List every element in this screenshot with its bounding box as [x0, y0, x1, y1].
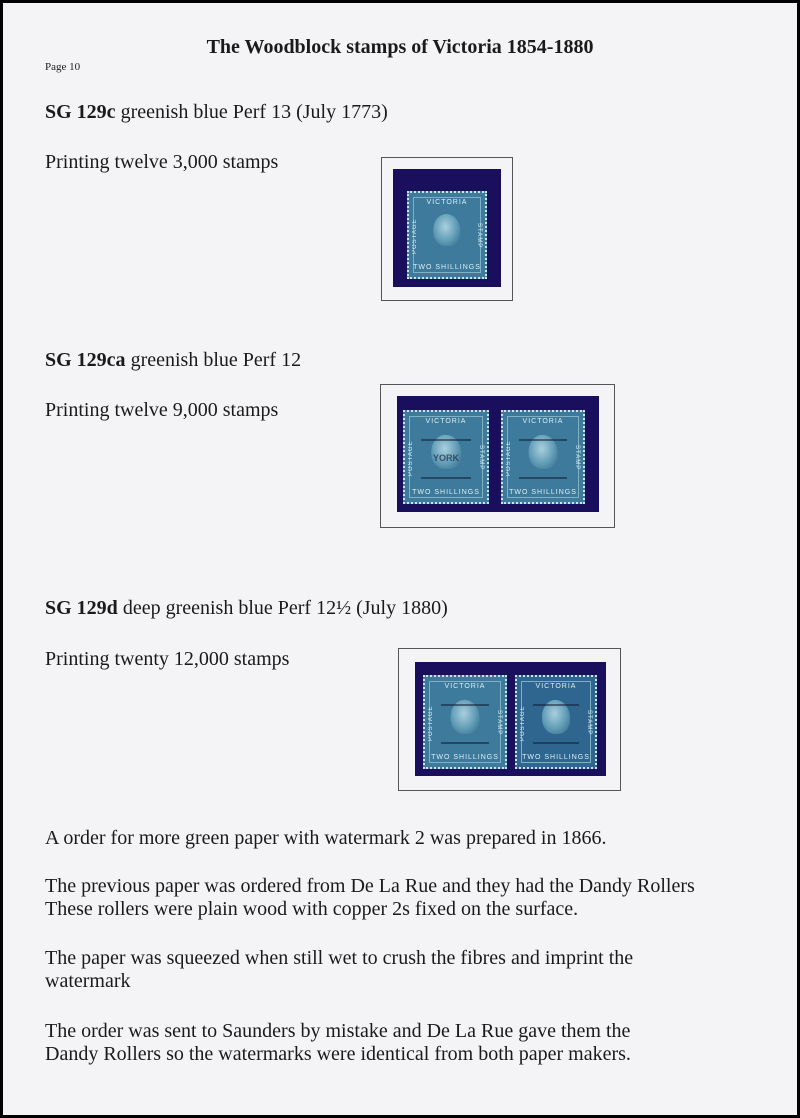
postmark-cancel: [533, 704, 580, 744]
stamp-top-label: VICTORIA: [444, 683, 486, 690]
stamp-right-label: STAMP: [476, 223, 482, 249]
stamp-bottom-label: TWO SHILLINGS: [431, 754, 499, 761]
sg-number: SG 129d: [45, 597, 118, 619]
stamp-top-label: VICTORIA: [426, 199, 468, 206]
printing-info-129d: Printing twenty 12,000 stamps: [45, 648, 290, 670]
postmark-text: YORK: [432, 452, 459, 463]
paragraph-previous-paper-line1: The previous paper was ordered from De La Rue and they had the Dandy Rollers: [45, 875, 695, 897]
paragraph-previous-paper-line2: These rollers were plain wood with copper 2s fixed on the surface.: [45, 898, 579, 920]
section-heading-129d: [45, 597, 448, 620]
postmark-cancel: [519, 439, 567, 479]
stamp-left-label: POSTAGE: [428, 705, 434, 741]
page-title: The Woodblock stamps of Victoria 1854-1880: [206, 36, 594, 58]
paragraph-order: A order for more green paper with watermark 2 was prepared in 1866.: [45, 827, 607, 849]
paragraph-squeezed-line1: The paper was squeezed when still wet to crush the fibres and imprint the: [45, 947, 634, 969]
mount-backing: [393, 169, 501, 287]
stamp-bottom-label: TWO SHILLINGS: [413, 264, 481, 271]
stamp-image: [501, 410, 585, 504]
printing-info-129c: Printing twelve 3,000 stamps: [45, 151, 279, 173]
stamp-top-label: VICTORIA: [425, 418, 467, 425]
stamp-left-label: POSTAGE: [520, 705, 526, 741]
mount-backing: [415, 662, 606, 776]
stamp-mount-129ca: [380, 384, 615, 528]
stamp-mount-129d: [398, 648, 621, 791]
stamp-image: [515, 675, 597, 769]
sg-description: deep greenish blue Perf 12½ (July 1880): [117, 597, 448, 619]
stamp-mount-129c: [381, 157, 513, 301]
sg-number: SG 129ca: [45, 349, 126, 371]
stamp-left-label: POSTAGE: [506, 440, 512, 476]
stamp-right-label: STAMP: [496, 710, 502, 736]
stamp-bottom-label: TWO SHILLINGS: [509, 489, 577, 496]
stamp-top-label: VICTORIA: [522, 418, 564, 425]
postmark-cancel: [441, 704, 489, 744]
paragraph-squeezed-line2: watermark: [45, 970, 131, 992]
stamp-image: [403, 410, 489, 504]
page-number: Page 10: [45, 61, 81, 73]
sg-number: SG 129c: [45, 101, 116, 123]
stamp-left-label: POSTAGE: [412, 218, 418, 254]
stamp-right-label: STAMP: [586, 710, 592, 736]
section-heading-129ca: [45, 349, 301, 372]
sg-description: greenish blue Perf 13 (July 1773): [115, 101, 388, 123]
stamp-bottom-label: TWO SHILLINGS: [522, 754, 590, 761]
stamp-top-label: VICTORIA: [535, 683, 577, 690]
stamp-right-label: STAMP: [574, 445, 580, 471]
stamp-right-label: STAMP: [478, 445, 484, 471]
sg-description: greenish blue Perf 12: [125, 349, 302, 371]
stamp-image: [423, 675, 507, 769]
stamp-bottom-label: TWO SHILLINGS: [412, 489, 480, 496]
paragraph-saunders-line2: Dandy Rollers so the watermarks were identical from both paper makers.: [45, 1043, 631, 1065]
stamp-left-label: POSTAGE: [408, 440, 414, 476]
queen-portrait: [433, 214, 460, 246]
printing-info-129ca: Printing twelve 9,000 stamps: [45, 399, 279, 421]
stamp-image: [407, 191, 487, 279]
paragraph-saunders-line1: The order was sent to Saunders by mistake and De La Rue gave them the: [45, 1020, 631, 1042]
album-page: [3, 3, 797, 1115]
mount-backing: [397, 396, 599, 512]
section-heading-129c: [45, 101, 388, 124]
